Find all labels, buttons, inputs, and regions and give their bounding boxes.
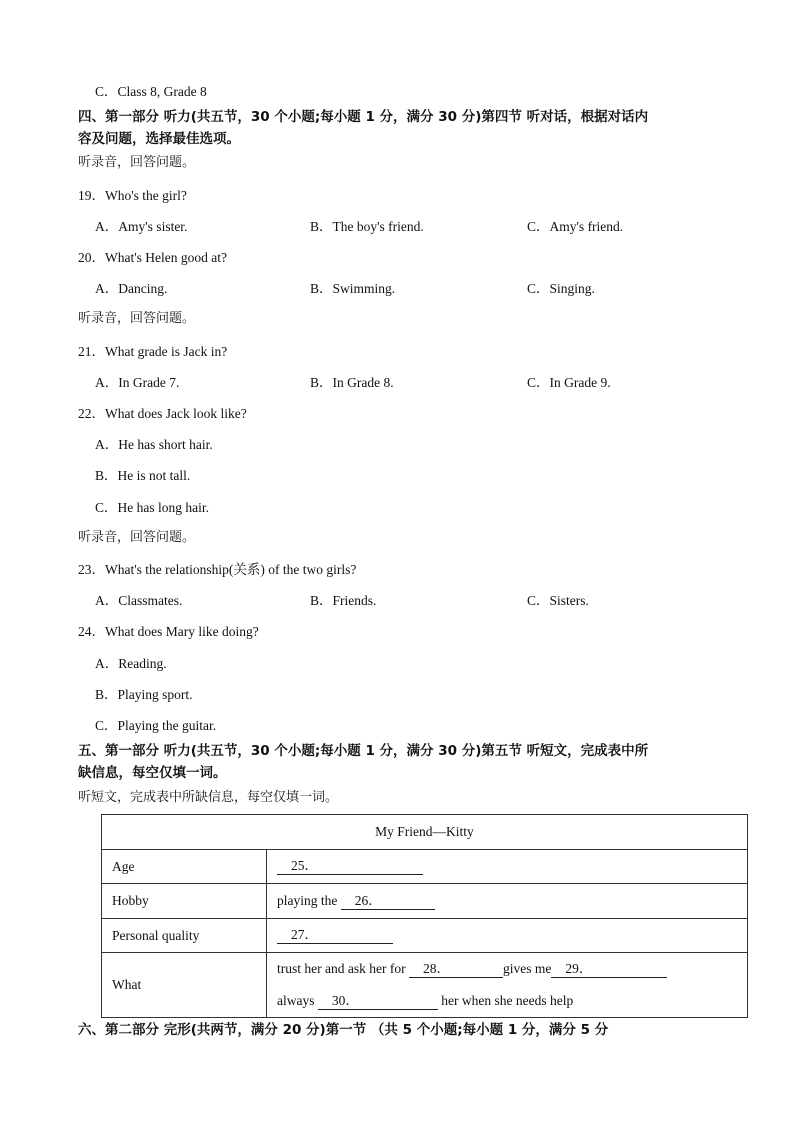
what-line-1 <box>277 953 737 985</box>
instruction: 听短文，完成表中所缺信息，每空仅填一词。 <box>78 790 339 805</box>
question-23: 23．What's the relationship(关系) of the two girls? <box>78 562 357 577</box>
what-line2-suffix: her when she needs help <box>437 993 574 1008</box>
table-title: My Friend—Kitty <box>102 815 748 850</box>
option-b: B．Playing sport. <box>95 687 193 702</box>
hobby-prefix: playing the <box>277 892 341 908</box>
option-b: B．Swimming. <box>310 281 396 296</box>
blank-26[interactable]: 26． <box>341 893 435 910</box>
table-row <box>102 919 748 953</box>
table-row <box>102 953 748 1018</box>
row-label-what: What <box>102 953 267 1018</box>
what-line-2 <box>277 985 737 1017</box>
option-a: A．Classmates. <box>95 593 183 608</box>
option-b: B．In Grade 8. <box>310 375 394 390</box>
option-c: C．In Grade 9. <box>527 375 611 390</box>
option-b: B．The boy's friend. <box>310 219 424 234</box>
instruction: 听录音，回答问题。 <box>78 155 196 170</box>
option-a: A．He has short hair. <box>95 437 213 452</box>
row-value-what <box>267 953 748 1018</box>
table-row <box>102 884 748 919</box>
row-label-quality: Personal quality <box>102 919 267 953</box>
section5-heading: 五、第一部分 听力(共五节，30 个小题;每小题 1 分，满分 30 分)第五节 听短文，完成表中所 <box>78 743 649 759</box>
instruction: 听录音，回答问题。 <box>78 311 196 326</box>
row-label-hobby: Hobby <box>102 884 267 919</box>
row-value-quality <box>267 919 748 953</box>
question-22: 22．What does Jack look like? <box>78 406 247 421</box>
question-20: 20．What's Helen good at? <box>78 250 228 265</box>
option-a: A．Dancing. <box>95 281 168 296</box>
what-line1-mid: gives me <box>502 961 552 976</box>
section6-heading: 六、第二部分 完形(共两节，满分 20 分)第一节 （共 5 个小题;每小题 1 分，满分 5 分 <box>78 1022 609 1038</box>
prev-option-c: C．Class 8, Grade 8 <box>95 84 207 99</box>
blank-25[interactable]: 25． <box>277 858 423 875</box>
option-b: B．He is not tall. <box>95 468 191 483</box>
section4-heading: 四、第一部分 听力(共五节，30 个小题;每小题 1 分，满分 30 分)第四节 听对话，根据对话内 <box>78 109 649 125</box>
blank-30[interactable]: 30． <box>318 993 438 1010</box>
option-c: C．Sisters. <box>527 593 589 608</box>
table-row <box>102 850 748 884</box>
question-24: 24．What does Mary like doing? <box>78 624 259 639</box>
row-label-age: Age <box>102 850 267 884</box>
info-table <box>101 814 748 1018</box>
option-c: C．He has long hair. <box>95 500 209 515</box>
blank-29[interactable]: 29． <box>551 961 667 978</box>
option-c: C．Singing. <box>527 281 595 296</box>
option-b: B．Friends. <box>310 593 377 608</box>
option-a: A．Reading. <box>95 656 167 671</box>
blank-27[interactable]: 27． <box>277 927 393 944</box>
row-value-hobby <box>267 884 748 919</box>
option-a: A．Amy's sister. <box>95 219 188 234</box>
section4-heading-cont: 容及问题，选择最佳选项。 <box>78 131 240 147</box>
section5-heading-cont: 缺信息，每空仅填一词。 <box>78 765 227 781</box>
row-value-age <box>267 850 748 884</box>
question-19: 19．Who's the girl? <box>78 188 187 203</box>
question-21: 21．What grade is Jack in? <box>78 344 228 359</box>
option-c: C．Amy's friend. <box>527 219 624 234</box>
table-title-row <box>102 815 748 850</box>
what-line1-prefix: trust her and ask her for <box>277 961 409 976</box>
blank-28[interactable]: 28． <box>409 961 503 978</box>
what-line2-prefix: always <box>277 993 318 1008</box>
instruction: 听录音，回答问题。 <box>78 530 196 545</box>
option-c: C．Playing the guitar. <box>95 718 217 733</box>
option-a: A．In Grade 7. <box>95 375 180 390</box>
